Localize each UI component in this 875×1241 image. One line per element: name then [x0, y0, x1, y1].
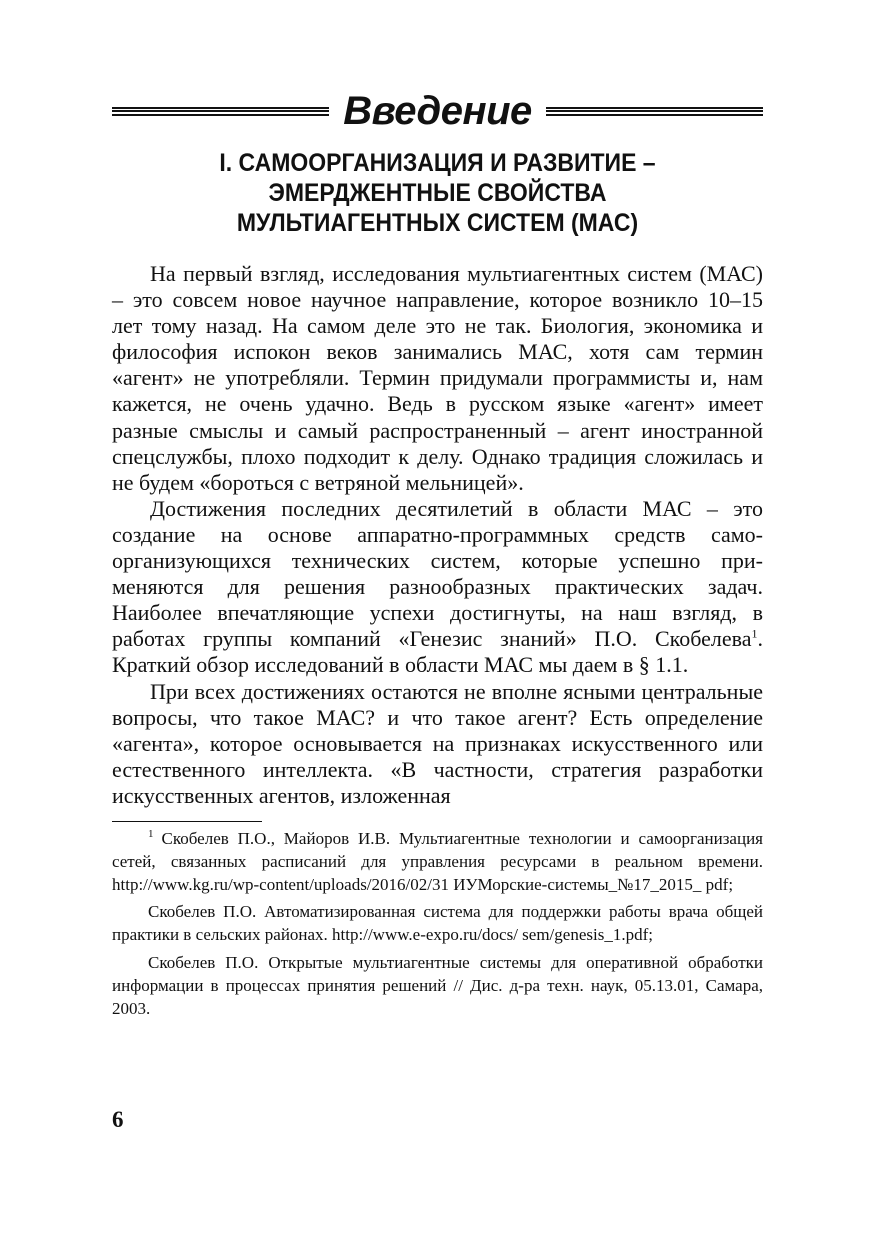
body-text	[112, 261, 763, 809]
left-decorative-rule	[112, 107, 329, 116]
chapter-title: Введение	[343, 89, 532, 133]
paragraph-text: . Краткий обзор исследований в области МАС мы даем в § 1.1.	[112, 626, 763, 678]
chapter-header	[112, 86, 763, 136]
footnote-mark: 1	[148, 828, 154, 841]
section-title-line: ЭМЕРДЖЕНТНЫЕ СВОЙСТВА	[268, 179, 607, 207]
footnote-separator	[112, 821, 262, 822]
paragraph: На первый взгляд, исследования мультиагентных систем (МАС) – это совсем новое научное направление, которое возникло 10–15 лет тому назад. На самом деле это не так. Биология, экономика и философия испокон веков занимались МАС, хотя сам термин «агент» не употребляли. Термин придумали программисты и, нам кажется, не очень удачно. Ведь в русском языке «агент» имеет разные смыслы и самый распространенный – агент иностранной спецслужбы, плохо подходит к делу. Однако традиция сложилась и не будем «бороться с ветряной мельницей».	[112, 261, 763, 495]
footnote	[112, 828, 763, 896]
footnote-text: Скобелев П.О., Майоров И.В. Мультиагентные технологии и самоорганизация сетей, связанных расписаний для управления ресурсами в реальном времени. http://www.kg.ru/wp-content/uploads/2016/02/31 ИУМорские-системы_№17_2015_ pdf;	[112, 828, 763, 894]
footnote	[112, 952, 763, 1020]
section-title	[138, 148, 737, 238]
paragraph-text: Достижения последних десятилетий в области МАС – это создание на основе аппаратно-программных средств самоорганизующихся технических систем, которые успешно применяются для решения разнообразных практических задач. Наиболее впечатляющие успехи достигнуты, на наш взгляд, в работах группы компаний «Генезис знаний» П.О. Скобелева	[112, 495, 763, 652]
footnote-reference[interactable]: 1	[751, 626, 758, 641]
page-number: 6	[112, 1107, 124, 1132]
footnotes	[112, 828, 763, 1020]
paragraph: При всех достижениях остаются не вполне ясными центральные вопросы, что такое МАС? и что такое агент? Есть определение «агента», которое основывается на признаках искусственного или естественного интеллекта. «В частности, стратегия разработки искусственных агентов, изложенная	[112, 678, 763, 808]
section-title-line: МУЛЬТИАГЕНТНЫХ СИСТЕМ (МАС)	[236, 209, 639, 237]
page-content	[112, 86, 763, 1025]
footnote	[112, 901, 763, 947]
section-title-line: I. САМООРГАНИЗАЦИЯ И РАЗВИТИЕ –	[219, 149, 656, 177]
footnote-text: Скобелев П.О. Открытые мультиагентные системы для оперативной обработки информации в процессах принятия решений // Дис. д-ра техн. наук, 05.13.01, Самара, 2003.	[112, 952, 763, 1018]
right-decorative-rule	[546, 107, 763, 116]
footnote-text: Скобелев П.О. Автоматизированная система для поддержки работы врача общей практики в сельских районах. http://www.e-expo.ru/docs/ sem/genesis_1.pdf;	[112, 902, 763, 945]
paragraph	[112, 496, 763, 679]
